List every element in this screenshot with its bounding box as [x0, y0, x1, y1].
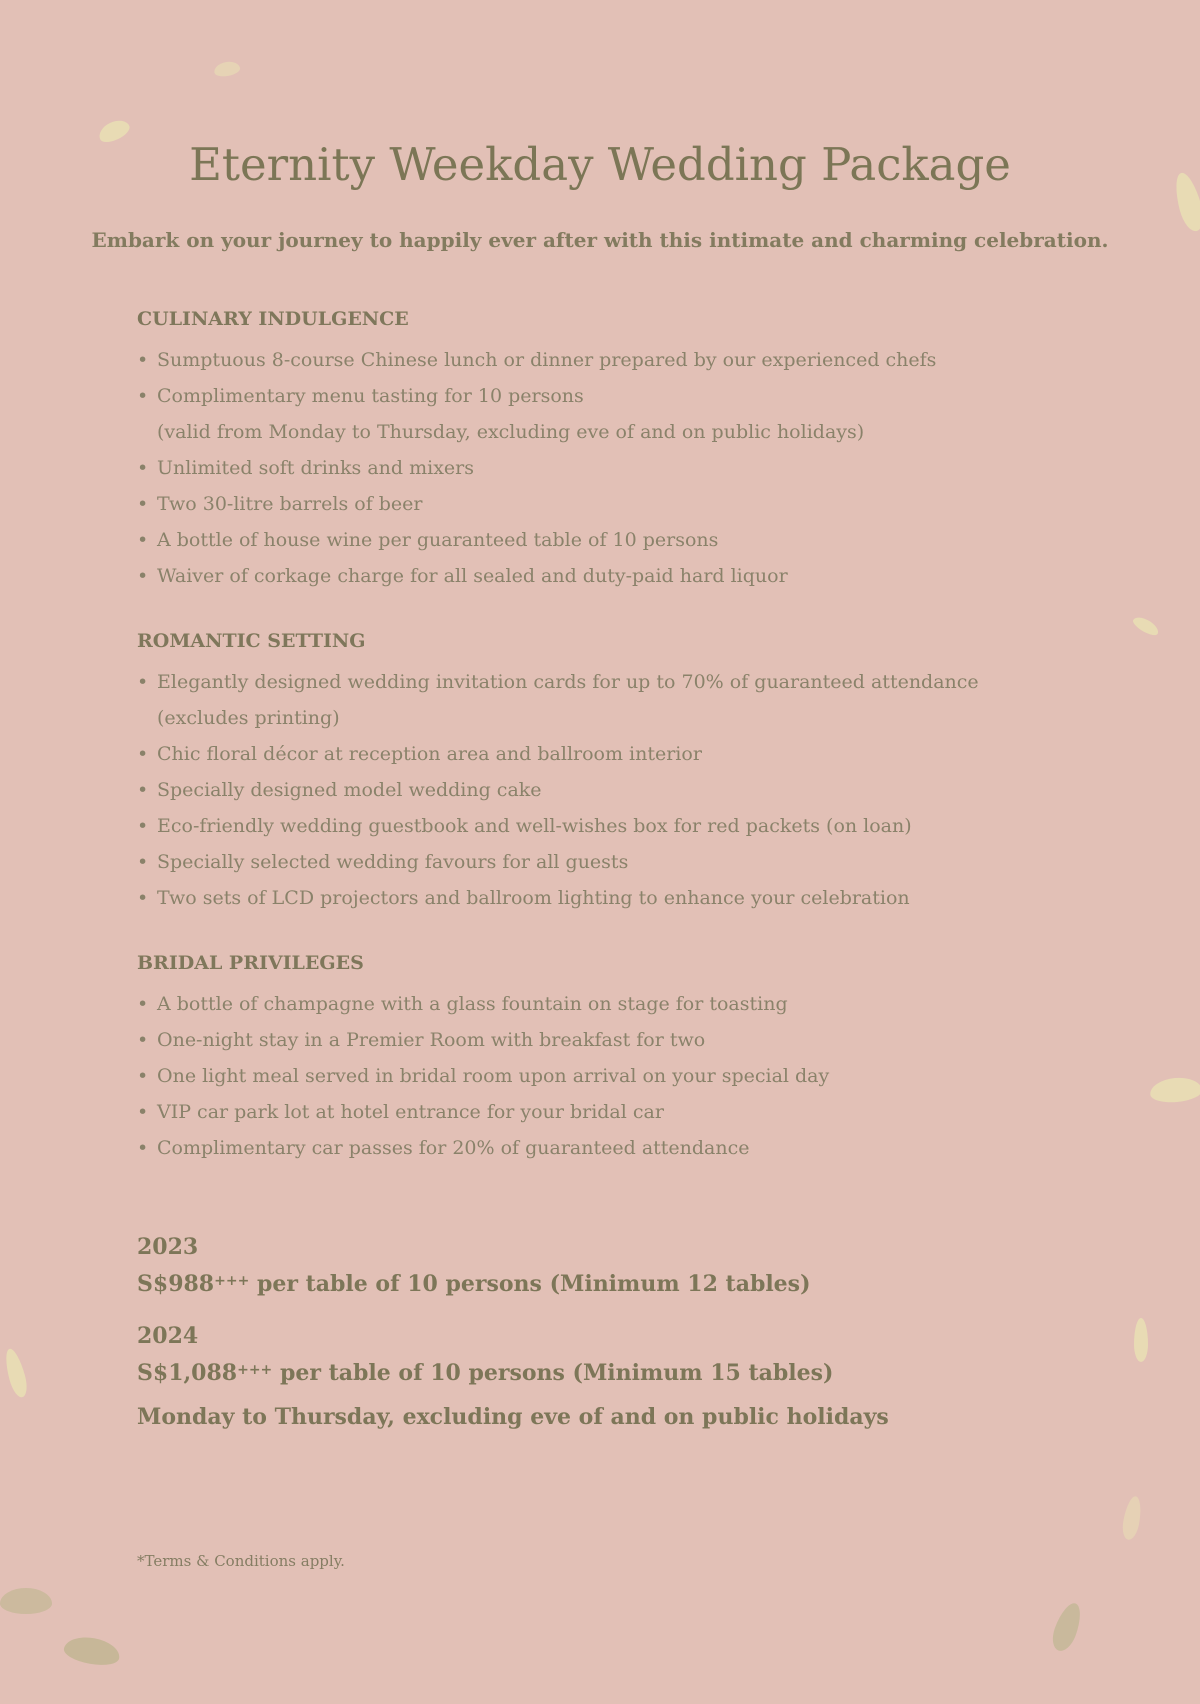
petal-decoration	[2, 1347, 30, 1399]
item-text: A bottle of house wine per guaranteed table of 10 persons	[157, 529, 719, 551]
petal-decoration	[213, 60, 241, 78]
item-text: Specially designed model wedding cake	[157, 779, 542, 801]
item-text: Chic floral décor at reception area and ballroom interior	[157, 743, 702, 765]
list-item	[137, 1058, 1097, 1094]
list-item	[137, 450, 1097, 486]
price-mark: +++	[214, 1273, 250, 1289]
item-text: Eco-friendly wedding guestbook and well-wishes box for red packets (on loan)	[157, 815, 912, 837]
list-item	[137, 342, 1097, 378]
petal-decoration	[0, 1588, 52, 1614]
list-item	[137, 986, 1097, 1022]
list-item	[137, 772, 1097, 808]
price-detail: per table of 10 persons (Minimum 15 tables)	[272, 1360, 834, 1386]
price-year: 2023	[137, 1234, 199, 1260]
section-bridal	[137, 950, 1097, 1166]
section-heading: BRIDAL PRIVILEGES	[137, 952, 364, 974]
terms-note: *Terms & Conditions apply.	[137, 1552, 345, 1570]
item-text: Waiver of corkage charge for all sealed and duty-paid hard liquor	[157, 565, 788, 587]
list-item	[137, 664, 1097, 736]
item-text: A bottle of champagne with a glass fountain on stage for toasting	[157, 993, 788, 1015]
petal-decoration	[1134, 1318, 1148, 1362]
petal-decoration	[62, 1633, 122, 1668]
page-subtitle: Embark on your journey to happily ever after with this intimate and charming celebration.	[91, 228, 1109, 252]
item-text: Complimentary car passes for 20% of guaranteed attendance	[157, 1137, 750, 1159]
price-line	[137, 1266, 1097, 1299]
availability-note: Monday to Thursday, excluding eve of and on public holidays	[137, 1404, 889, 1430]
price-year: 2024	[137, 1323, 199, 1349]
list-item	[137, 880, 1097, 916]
price-amount: S$988	[137, 1271, 215, 1297]
section-list	[137, 664, 1097, 916]
list-item	[137, 736, 1097, 772]
item-text: Specially selected wedding favours for all guests	[157, 851, 629, 873]
petal-decoration	[1149, 1076, 1200, 1104]
item-text: Elegantly designed wedding invitation cards for up to 70% of guaranteed attendance	[157, 671, 979, 693]
price-amount: S$1,088	[137, 1360, 238, 1386]
section-list	[137, 986, 1097, 1166]
list-item	[137, 522, 1097, 558]
list-item	[137, 1094, 1097, 1130]
petal-decoration	[1120, 1495, 1143, 1541]
item-text: Two sets of LCD projectors and ballroom lighting to enhance your celebration	[157, 887, 910, 909]
list-item	[137, 486, 1097, 522]
section-list	[137, 342, 1097, 594]
list-item	[137, 1130, 1097, 1166]
price-detail: per table of 10 persons (Minimum 12 tables)	[249, 1271, 811, 1297]
list-item	[137, 1022, 1097, 1058]
item-text: One-night stay in a Premier Room with breakfast for two	[157, 1029, 706, 1051]
price-line	[137, 1355, 1097, 1388]
item-subtext: (excludes printing)	[157, 707, 340, 729]
pricing-block	[137, 1232, 1097, 1432]
page-title: Eternity Weekday Wedding Package	[189, 138, 1011, 191]
item-text: Sumptuous 8-course Chinese lunch or dinner prepared by our experienced chefs	[157, 349, 937, 371]
petal-decoration	[1131, 614, 1161, 638]
section-heading: ROMANTIC SETTING	[137, 630, 366, 652]
section-romantic	[137, 628, 1097, 916]
list-item	[137, 558, 1097, 594]
item-text: Unlimited soft drinks and mixers	[157, 457, 474, 479]
petal-decoration	[1048, 1600, 1086, 1655]
list-item	[137, 844, 1097, 880]
list-item	[137, 808, 1097, 844]
price-mark: +++	[237, 1362, 273, 1378]
package-content	[137, 306, 1097, 1200]
item-subtext: (valid from Monday to Thursday, excluding eve of and on public holidays)	[157, 421, 865, 443]
section-heading: CULINARY INDULGENCE	[137, 308, 409, 330]
list-item	[137, 378, 1097, 450]
item-text: Complimentary menu tasting for 10 persons	[157, 385, 584, 407]
section-culinary	[137, 306, 1097, 594]
item-text: VIP car park lot at hotel entrance for your bridal car	[157, 1101, 664, 1123]
item-text: One light meal served in bridal room upon arrival on your special day	[157, 1065, 830, 1087]
item-text: Two 30-litre barrels of beer	[157, 493, 423, 515]
